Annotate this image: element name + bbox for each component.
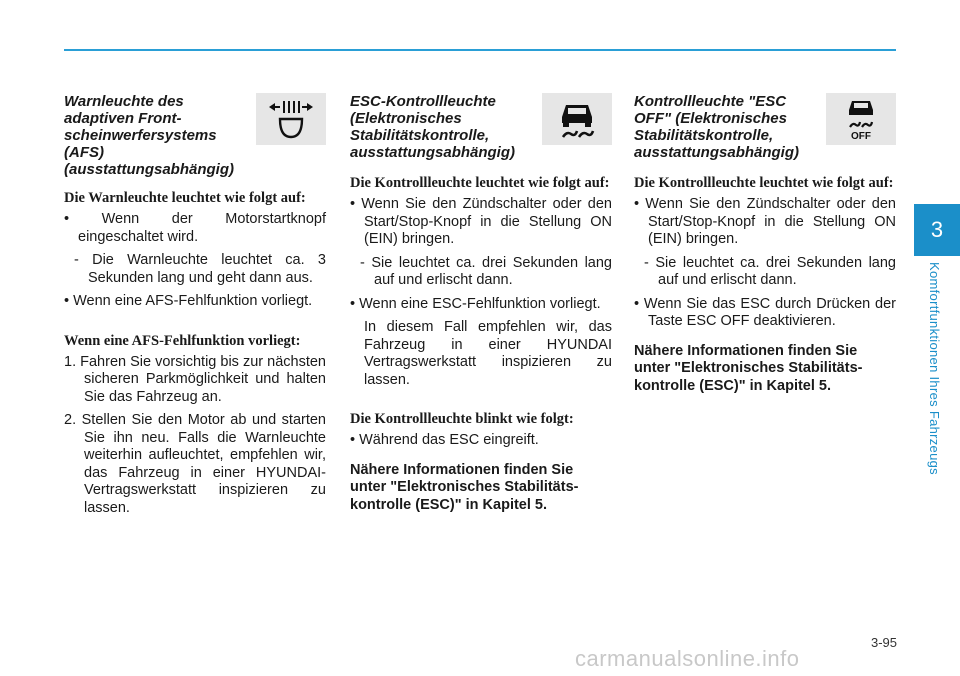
dash-item: - Sie leuchtet ca. drei Sekunden lang auf und erlischt dann. xyxy=(644,254,896,288)
chapter-side-title: Komfortfunktionen Ihres Fahrzeugs xyxy=(927,262,942,475)
bullet: • Wenn Sie den Zündschalter oder den Start/Stop-Knopf in die Stellung ON (EIN) bringen. xyxy=(350,196,612,247)
bullet: • Wenn eine AFS-Fehlfunktion vorliegt. xyxy=(64,293,313,309)
subheading: Wenn eine AFS-Fehlfunktion vorliegt: xyxy=(64,332,301,349)
bullet: • Wenn Sie das ESC durch Drücken der Taste ESC OFF deaktivieren. xyxy=(634,295,896,329)
numbered-item: 1. Fahren Sie vorsichtig bis zur nächsten sicheren Parkmöglichkeit und halten Sie das Fahrzeug an. xyxy=(64,353,326,405)
column-esc-off xyxy=(634,93,896,395)
watermark: carmanualsonline.info xyxy=(575,646,800,671)
column-afs xyxy=(64,93,326,523)
bullet: • Während das ESC eingreift. xyxy=(350,432,539,448)
subheading: Die Warnleuchte leuchtet wie folgt auf: xyxy=(64,190,306,206)
section-title: Kontrollleuchte "ESC OFF" (Elektronisches Stabilitätskontrolle, ausstattungsabhängig) xyxy=(634,93,800,161)
afs-headlamp-icon xyxy=(256,93,326,145)
dash-item: - Die Warnleuchte leuchtet ca. 3 Sekunden lang und geht dann aus. xyxy=(74,252,326,286)
subheading: Die Kontrollleuchte leuchtet wie folgt auf: xyxy=(634,175,894,191)
numbered-item: 2. Stellen Sie den Motor ab und starten Sie ihn neu. Falls die Warnleuchte weiterhin aufleuchtet, empfehlen wir, das Fahrzeug in einer HYUNDAI-Vertragswerkstatt inspizieren zu lassen. xyxy=(64,412,326,516)
esc-off-icon xyxy=(826,93,896,145)
paragraph: In diesem Fall empfehlen wir, das Fahrzeug in einer HYUNDAI Vertragswerkstatt inspizieren zu lassen. xyxy=(364,319,612,388)
bullet: • Wenn eine ESC-Fehlfunktion vorliegt. xyxy=(350,295,601,312)
header-rule xyxy=(64,49,896,51)
bullet: • Wenn der Motorstartknopf eingeschaltet wird. xyxy=(64,211,326,245)
section-header xyxy=(64,93,326,178)
section-title: Warnleuchte des adaptiven Front-scheinwerfersystems (AFS) (ausstattungsabhängig) xyxy=(64,93,235,178)
subheading: Die Kontrollleuchte blinkt wie folgt: xyxy=(350,411,574,427)
column-esc xyxy=(350,93,612,514)
dash-item: - Sie leuchtet ca. drei Sekunden lang auf und erlischt dann. xyxy=(360,254,612,288)
bullet: • Wenn Sie den Zündschalter oder den Start/Stop-Knopf in die Stellung ON (EIN) bringen. xyxy=(634,196,896,247)
esc-off-label: OFF xyxy=(851,131,871,142)
section-header xyxy=(350,93,612,163)
section-header xyxy=(634,93,896,163)
page-number: 3-95 xyxy=(870,635,897,650)
chapter-tab: 3 xyxy=(914,204,960,256)
esc-skid-icon xyxy=(542,93,612,145)
reference-note: Nähere Informationen finden Sie unter "Elektronisches Stabilitäts-kontrolle (ESC)" in Kapitel 5. xyxy=(634,342,863,394)
subheading: Die Kontrollleuchte leuchtet wie folgt auf: xyxy=(350,175,610,191)
reference-note: Nähere Informationen finden Sie unter "Elektronisches Stabilitäts-kontrolle (ESC)" in Kapitel 5. xyxy=(350,461,579,513)
section-title: ESC-Kontrollleuchte (Elektronisches Stabilitätskontrolle, ausstattungsabhängig) xyxy=(350,93,516,161)
